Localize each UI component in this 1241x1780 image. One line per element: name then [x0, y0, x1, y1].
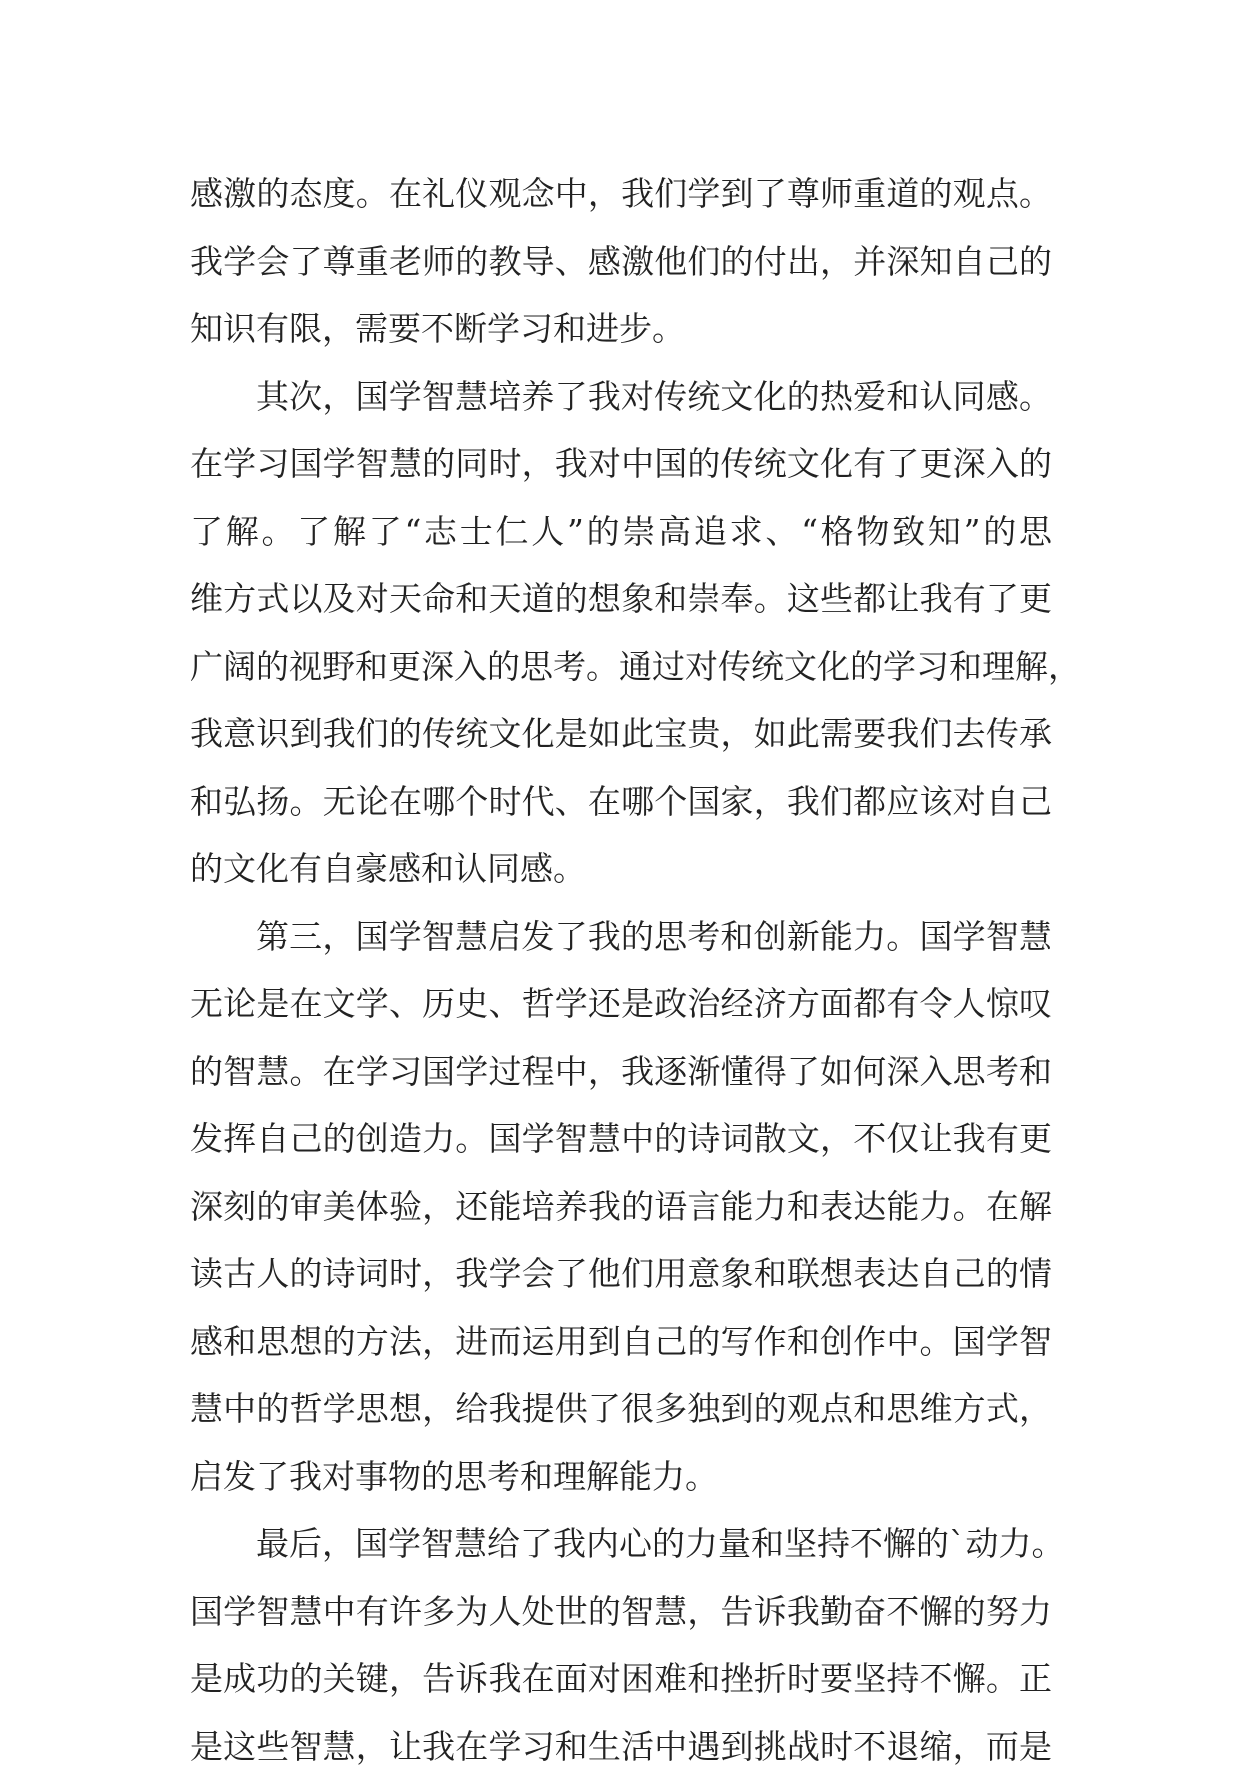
text-line: 我意识到我们的传统文化是如此宝贵，如此需要我们去传承: [190, 700, 1052, 768]
text-line: 广阔的视野和更深入的思考。通过对传统文化的学习和理解，: [190, 633, 1052, 701]
text-line: 是成功的关键，告诉我在面对困难和挫折时要坚持不懈。正: [190, 1645, 1052, 1713]
text-line: 国学智慧中有许多为人处世的智慧，告诉我勤奋不懈的努力: [190, 1578, 1052, 1646]
text-line: 维方式以及对天命和天道的想象和崇奉。这些都让我有了更: [190, 565, 1052, 633]
text-line: 深刻的审美体验，还能培养我的语言能力和表达能力。在解: [190, 1173, 1052, 1241]
text-line: 无论是在文学、历史、哲学还是政治经济方面都有令人惊叹: [190, 970, 1052, 1038]
paragraph-first-line: 第三，国学智慧启发了我的思考和创新能力。国学智慧: [190, 903, 1052, 971]
text-line: 在学习国学智慧的同时，我对中国的传统文化有了更深入的: [190, 430, 1052, 498]
text-line: 启发了我对事物的思考和理解能力。: [190, 1443, 1052, 1511]
text-line: 的文化有自豪感和认同感。: [190, 835, 1052, 903]
text-line: 感和思想的方法，进而运用到自己的写作和创作中。国学智: [190, 1308, 1052, 1376]
text-line: 了解。了解了“志士仁人”的崇高追求、“格物致知”的思: [190, 498, 1052, 566]
text-line: 知识有限，需要不断学习和进步。: [190, 295, 1052, 363]
text-line: 感激的态度。在礼仪观念中，我们学到了尊师重道的观点。: [190, 160, 1052, 228]
text-line: 和弘扬。无论在哪个时代、在哪个国家，我们都应该对自己: [190, 768, 1052, 836]
text-line: 我学会了尊重老师的教导、感激他们的付出，并深知自己的: [190, 228, 1052, 296]
text-line: 是这些智慧，让我在学习和生活中遇到挑战时不退缩，而是: [190, 1713, 1052, 1780]
text-line: 发挥自己的创造力。国学智慧中的诗词散文，不仅让我有更: [190, 1105, 1052, 1173]
paragraph-first-line: 最后，国学智慧给了我内心的力量和坚持不懈的`动力。: [190, 1510, 1052, 1578]
text-line: 读古人的诗词时，我学会了他们用意象和联想表达自己的情: [190, 1240, 1052, 1308]
text-line: 的智慧。在学习国学过程中，我逐渐懂得了如何深入思考和: [190, 1038, 1052, 1106]
paragraph-first-line: 其次，国学智慧培养了我对传统文化的热爱和认同感。: [190, 363, 1052, 431]
text-line: 慧中的哲学思想，给我提供了很多独到的观点和思维方式，: [190, 1375, 1052, 1443]
body-text: [190, 160, 1052, 1780]
